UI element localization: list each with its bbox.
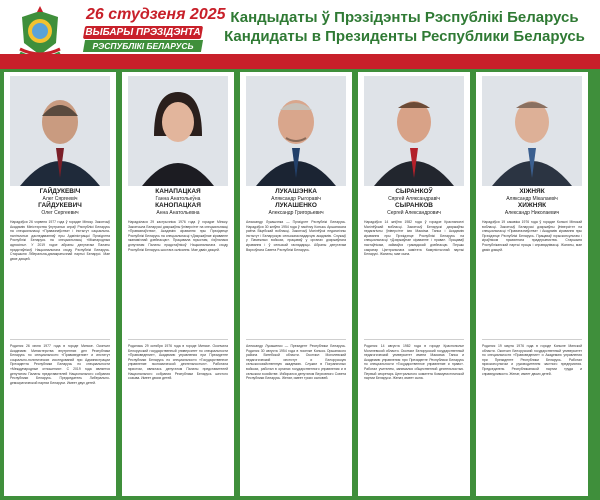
- election-date: 26 студзеня 2025: [86, 6, 226, 23]
- poster-header: [0, 0, 600, 54]
- bio-divider: [364, 339, 464, 340]
- election-badge: ВЫБАРЫ ПРЭЗІДЭНТА: [83, 26, 203, 39]
- candidate-given-ru: Сергей Александрович: [387, 210, 441, 216]
- candidate-surname-ru: КАНОПАЦКАЯ: [155, 202, 201, 209]
- candidate-bio-be: Нарадзіўся 26 чэрвеня 1977 года ў горадзе Мінску. Закончыў Акадэмію Міністэрства ўнутраных спраў Рэспублікі Беларусь па спецыяльнасці «Правазнаўства» і інстытут сацыяльна-палітычных даследаванняў пры Адміністрацыі Прэзідэнта Рэспублікі Беларусь па спецыяльнасці «Міжнародныя адносіны». У 2019 годзе абраны дэпутатам Палаты прадстаўнікоў Нацыянальнага сходу Рэспублікі Беларусь. Старшыня Ліберальна-дэмакратычнай партыі Беларусі. Мае двое дзяцей.: [10, 220, 110, 261]
- candidate-photo: [364, 76, 464, 186]
- election-subtitle: РЭСПУБЛІКІ БЕЛАРУСЬ: [83, 40, 203, 52]
- poster-title-russian: Кандидаты в Президенты Республики Беларусь: [224, 28, 585, 45]
- flag-stripe-red: [0, 54, 600, 69]
- candidate-given-be: Аляксандр Мікалаевіч: [506, 196, 558, 202]
- candidate-given-be: Сяргей Аляксандравіч: [388, 196, 440, 202]
- candidate-surname-be: ХІЖНЯК: [519, 188, 545, 195]
- candidate-bio-ru: Родился 26 июня 1977 года в городе Минске. Окончил Академию Министерства внутренних дел Республики Беларусь по специальности «Правоведение» и институт социально-политических исследований при Администрации Президента Республики Беларусь по специальности «Международные отношения». С 2019 года является депутатом Палаты представителей Национального собрания Республики Беларусь. Председатель Либерально-демократической партии Беларуси. Имеет двух детей.: [10, 344, 110, 385]
- candidate-bio-ru: Родился 19 марта 1976 года в городе Копыле Минской области. Окончил Белорусский государственный университет по специальности «Правоведение» и Академию управления при Президенте Республики Беларусь. Работал юрисконсультом и руководителем частного предприятия. Председатель Республиканской партии труда и справедливости. Женат, имеет двоих детей.: [482, 344, 582, 376]
- candidate-surname-ru: СЫРАНКОВ: [395, 202, 433, 209]
- candidate-bio-be: Нарадзіўся 19 сакавіка 1976 года ў горадзе Копылі Мінскай вобласці. Закончыў Беларускі дзяржаўны ўніверсітэт па спецыяльнасці «Праватазнаўства» і Акадэмію кіравання пры Прэзідэнце Рэспублікі Беларусь. Працаваў юрысконсультам і кіраўніком прыватнага прадпрыемства. Старшыня Рэспубліканскай партыі працы і справядлівасці. Жанаты, мае дваіх дзяцей.: [482, 220, 582, 252]
- candidate-panel: [358, 72, 470, 496]
- candidate-given-be: Ганна Анатольеўна: [155, 196, 201, 202]
- poster-title-belarusian: Кандыдаты ў Прэзідэнты Рэспублікі Беларусь: [230, 9, 579, 26]
- candidate-given-ru: Анна Анатольевна: [156, 210, 200, 216]
- candidate-surname-be: СЫРАНКОЎ: [395, 188, 433, 195]
- candidate-panel: [4, 72, 116, 496]
- candidate-given-ru: Александр Григорьевич: [268, 210, 324, 216]
- candidate-surname-be: ГАЙДУКЕВІЧ: [39, 188, 81, 195]
- bio-divider: [128, 339, 228, 340]
- candidate-bio-ru: Александр Лукашенко — Президент Республики Беларусь. Родился 30 августа 1954 года в поселке Копысь Оршанского района Витебской области. Окончил Могилевский педагогический институт и Белорусскую сельскохозяйственную академию. Служил в Пограничных войсках, работал в органах государственного управления и в сельском хозяйстве. Избирался депутатом Верховного Совета Республики Беларусь. Женат, имеет троих сыновей.: [246, 344, 346, 381]
- candidate-given-ru: Олег Сергеевич: [41, 210, 79, 216]
- candidate-bio-ru: Родился 14 августа 1982 года в городе Краснополье Могилевской области. Окончил Белорусский государственный педагогический университет имени Максима Танка и Академию управления при Президенте Республики Беларусь по специальности «Государственное управление и право». Работал учителем, занимался общественной деятельностью. Первый секретарь Центрального комитета Коммунистической партии Беларуси. Женат, имеет сына.: [364, 344, 464, 381]
- bio-divider: [246, 339, 346, 340]
- candidate-bio-ru: Родилась 29 октября 1976 года в городе Минске. Окончила Белорусский государственный университет по специальности «Правоведение», Академию управления при Президенте Республики Беларусь по специальности «Государственное управление экономической деятельностью». Работала юристом, являлась депутатом Палаты представителей Национального собрания Республики Беларусь шестого созыва. Имеет двоих детей.: [128, 344, 228, 381]
- candidate-panel: [122, 72, 234, 496]
- candidate-surname-ru: ГАЙДУКЕВИЧ: [38, 202, 82, 209]
- bio-divider: [10, 339, 110, 340]
- candidate-bio-be: Нарадзілася 29 кастрычніка 1976 года ў горадзе Мінску. Закончыла Беларускі дзяржаўны ўніверсітэт па спецыяльнасці «Правазнаўства», Акадэмію кіравання пры Прэзідэнце Рэспублікі Беларусь па спецыяльнасці «Дзяржаўнае кіраванне эканамічнай дзейнасцю». Працавала юрыстам, з’яўлялася дэпутатам Палаты прадстаўнікоў Нацыянальнага сходу Рэспублікі Беларусь шостага склікання. Мае дваіх дзяцей.: [128, 220, 228, 252]
- candidate-surname-ru: ЛУКАШЕНКО: [275, 202, 317, 209]
- bio-divider: [482, 339, 582, 340]
- candidate-given-be: Аляксандр Рыгоравіч: [271, 196, 321, 202]
- candidate-photo: [482, 76, 582, 186]
- candidate-surname-ru: ХИЖНЯК: [517, 202, 547, 209]
- candidate-surname-be: ЛУКАШЭНКА: [275, 188, 317, 195]
- candidate-given-be: Алег Сяргеевіч: [42, 196, 78, 202]
- candidate-surname-be: КАНАПАЦКАЯ: [155, 188, 201, 195]
- candidate-panel: [476, 72, 588, 496]
- candidate-photo: [10, 76, 110, 186]
- candidate-given-ru: Александр Николаевич: [504, 210, 560, 216]
- candidate-panel: [240, 72, 352, 496]
- candidate-photo: [246, 76, 346, 186]
- candidate-bio-be: Нарадзіўся 14 жніўня 1982 года ў горадзе Краснаполлі Магілёўскай вобласці. Закончыў Беларускі дзяржаўны педагагічны ўніверсітэт імя Максіма Танка і Акадэмію кіравання пры Прэзідэнце Рэспублікі Беларусь па спецыяльнасці «Дзяржаўнае кіраванне і права». Працаваў настаўнікам, займаўся грамадскай дзейнасцю. Першы сакратар Цэнтральнага камітэта Камуністычнай партыі Беларусі. Жанаты, мае сына.: [364, 220, 464, 257]
- candidate-bio-be: Аляксандр Лукашэнка — Прэзідэнт Рэспублікі Беларусь. Нарадзіўся 30 жніўня 1954 года ў пасёлку Копысь Аршанскага раёна Віцебскай вобласці. Закончыў Магілёўскі педагагічны інстытут і Беларускую сельскагаспадарчую акадэмію. Служыў у Памежных войсках, працаваў у органах дзяржаўнага кіравання і ў сельскай гаспадарцы. Абраны дэпутатам Вярхоўнага Савета Рэспублікі Беларусь.: [246, 220, 346, 252]
- candidate-photo: [128, 76, 228, 186]
